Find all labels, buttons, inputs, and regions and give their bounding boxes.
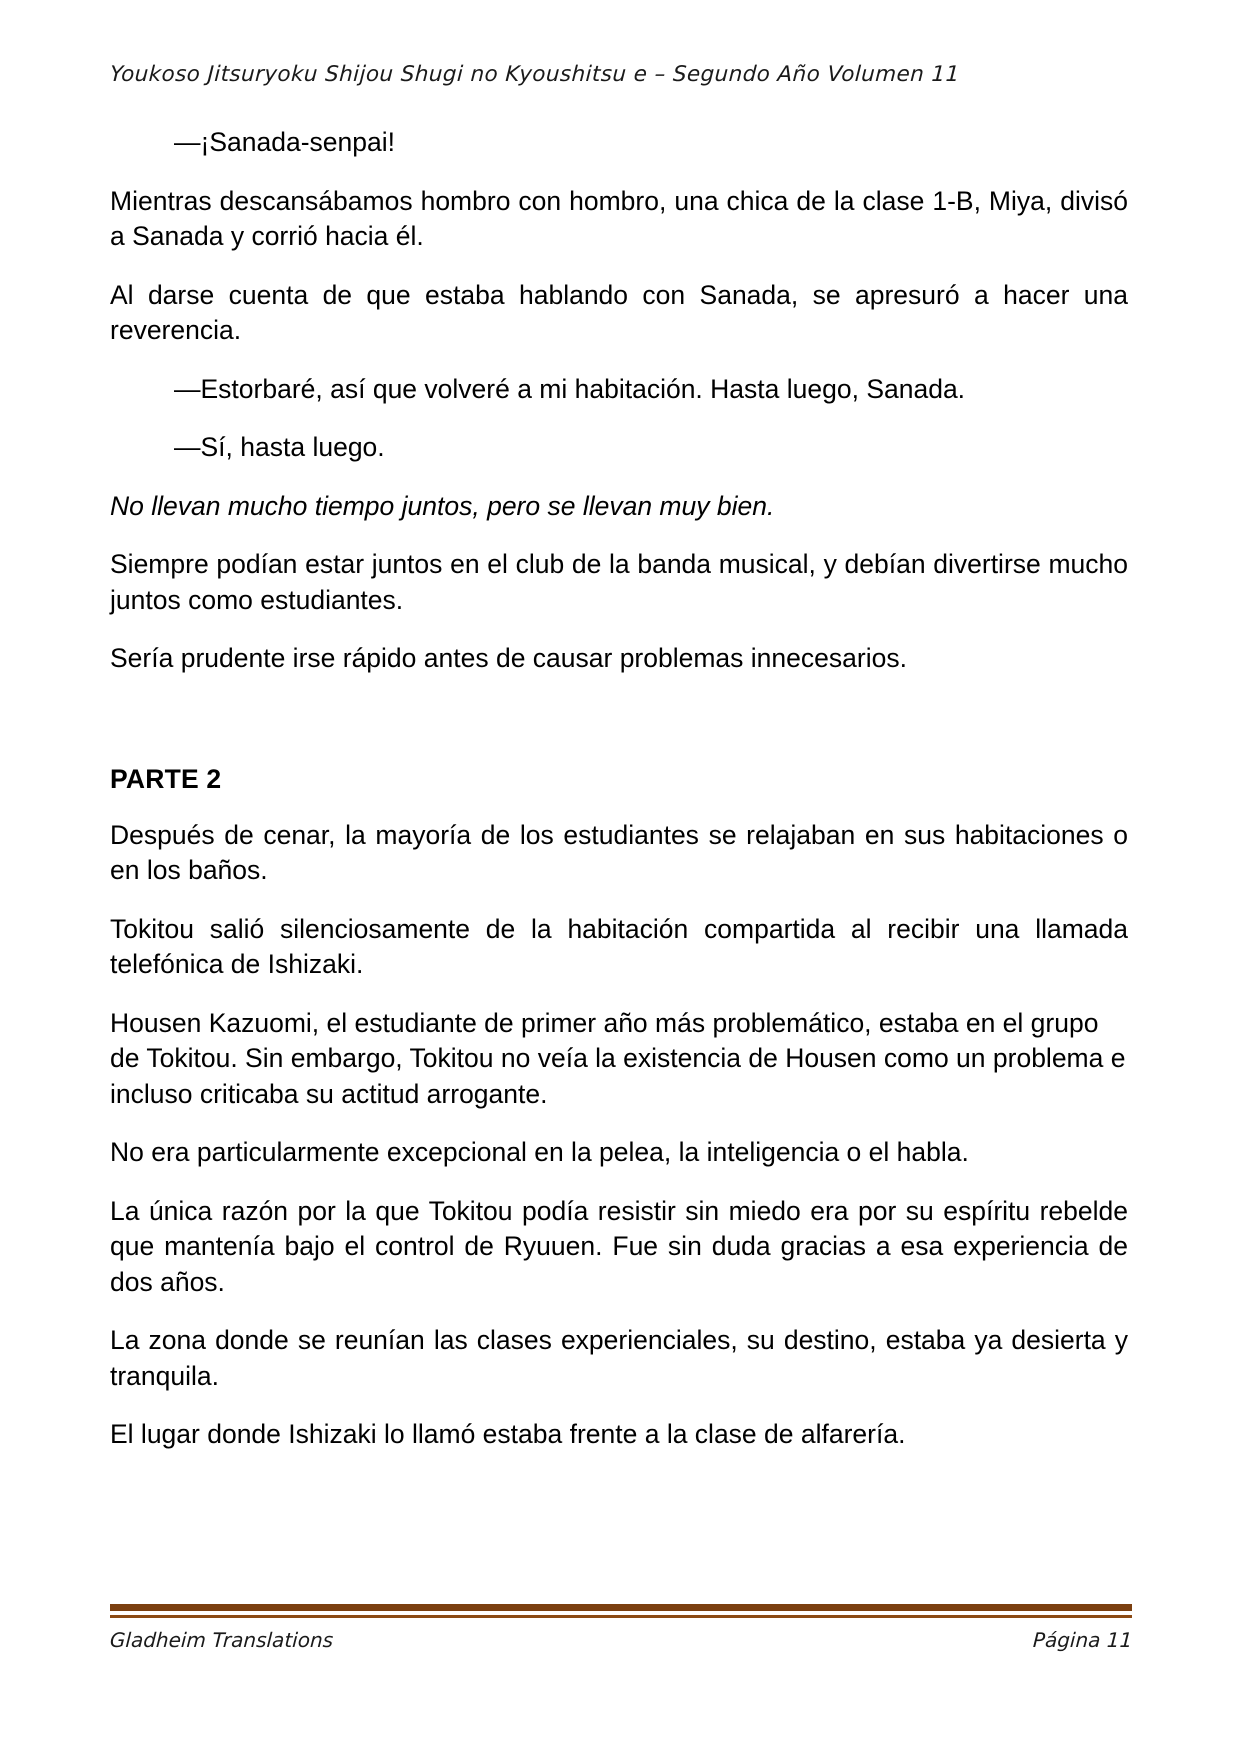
paragraph-narrative: Siempre podían estar juntos en el club de la banda musical, y debían divertirse mucho juntos como estudiantes.: [110, 549, 1128, 615]
paragraph-inner-thought: No llevan mucho tiempo juntos, pero se llevan muy bien.: [110, 490, 775, 521]
page-footer: [110, 1604, 1132, 1724]
section-spacer: [110, 700, 1128, 762]
header-title: Youkoso Jitsuryoku Shijou Shugi no Kyoushitsu e – Segundo Año Volumen 11: [109, 62, 961, 87]
footer-translator-credit: Gladheim Translations: [109, 1628, 334, 1652]
paragraph-narrative: No era particularmente excepcional en la pelea, la inteligencia o el habla.: [110, 1137, 969, 1167]
paragraph-narrative: Al darse cuenta de que estaba hablando con Sanada, se apresuró a hacer una reverencia.: [110, 279, 1128, 345]
document-body: [110, 125, 1128, 1476]
paragraph-narrative: La única razón por la que Tokitou podía resistir sin miedo era por su espíritu rebelde que mantenía bajo el control de Ryuuen. Fue sin duda gracias a esa experiencia de dos años.: [110, 1195, 1128, 1297]
footer-row: [110, 1628, 1132, 1652]
footer-rule-thin: [110, 1615, 1132, 1618]
paragraph-narrative: Tokitou salió silenciosamente de la habitación compartida al recibir una llamada telefónica de Ishizaki.: [110, 913, 1128, 979]
paragraph-narrative: Housen Kazuomi, el estudiante de primer año más problemático, estaba en el grupo de Tokitou. Sin embargo, Tokitou no veía la existencia de Housen como un problema e incluso criticaba su actitud arrogante.: [110, 1007, 1126, 1109]
paragraph-narrative: Mientras descansábamos hombro con hombro, una chica de la clase 1-B, Miya, divisó a Sanada y corrió hacia él.: [110, 185, 1128, 251]
footer-page-number: Página 11: [1032, 1628, 1133, 1652]
paragraph-dialogue: —Sí, hasta luego.: [174, 432, 385, 462]
paragraph-narrative: Sería prudente irse rápido antes de causar problemas innecesarios.: [110, 643, 907, 673]
paragraph-dialogue: —Estorbaré, así que volveré a mi habitación. Hasta luego, Sanada.: [174, 373, 966, 404]
section-heading: PARTE 2: [110, 763, 222, 794]
footer-rule-thick: [110, 1604, 1132, 1611]
paragraph-narrative: El lugar donde Ishizaki lo llamó estaba frente a la clase de alfarería.: [110, 1419, 906, 1449]
paragraph-narrative: Después de cenar, la mayoría de los estudiantes se relajaban en sus habitaciones o en los baños.: [110, 819, 1128, 885]
page-header: [110, 62, 1130, 102]
paragraph-dialogue: —¡Sanada-senpai!: [174, 127, 395, 157]
paragraph-narrative: La zona donde se reunían las clases experienciales, su destino, estaba ya desierta y tranquila.: [110, 1325, 1128, 1391]
